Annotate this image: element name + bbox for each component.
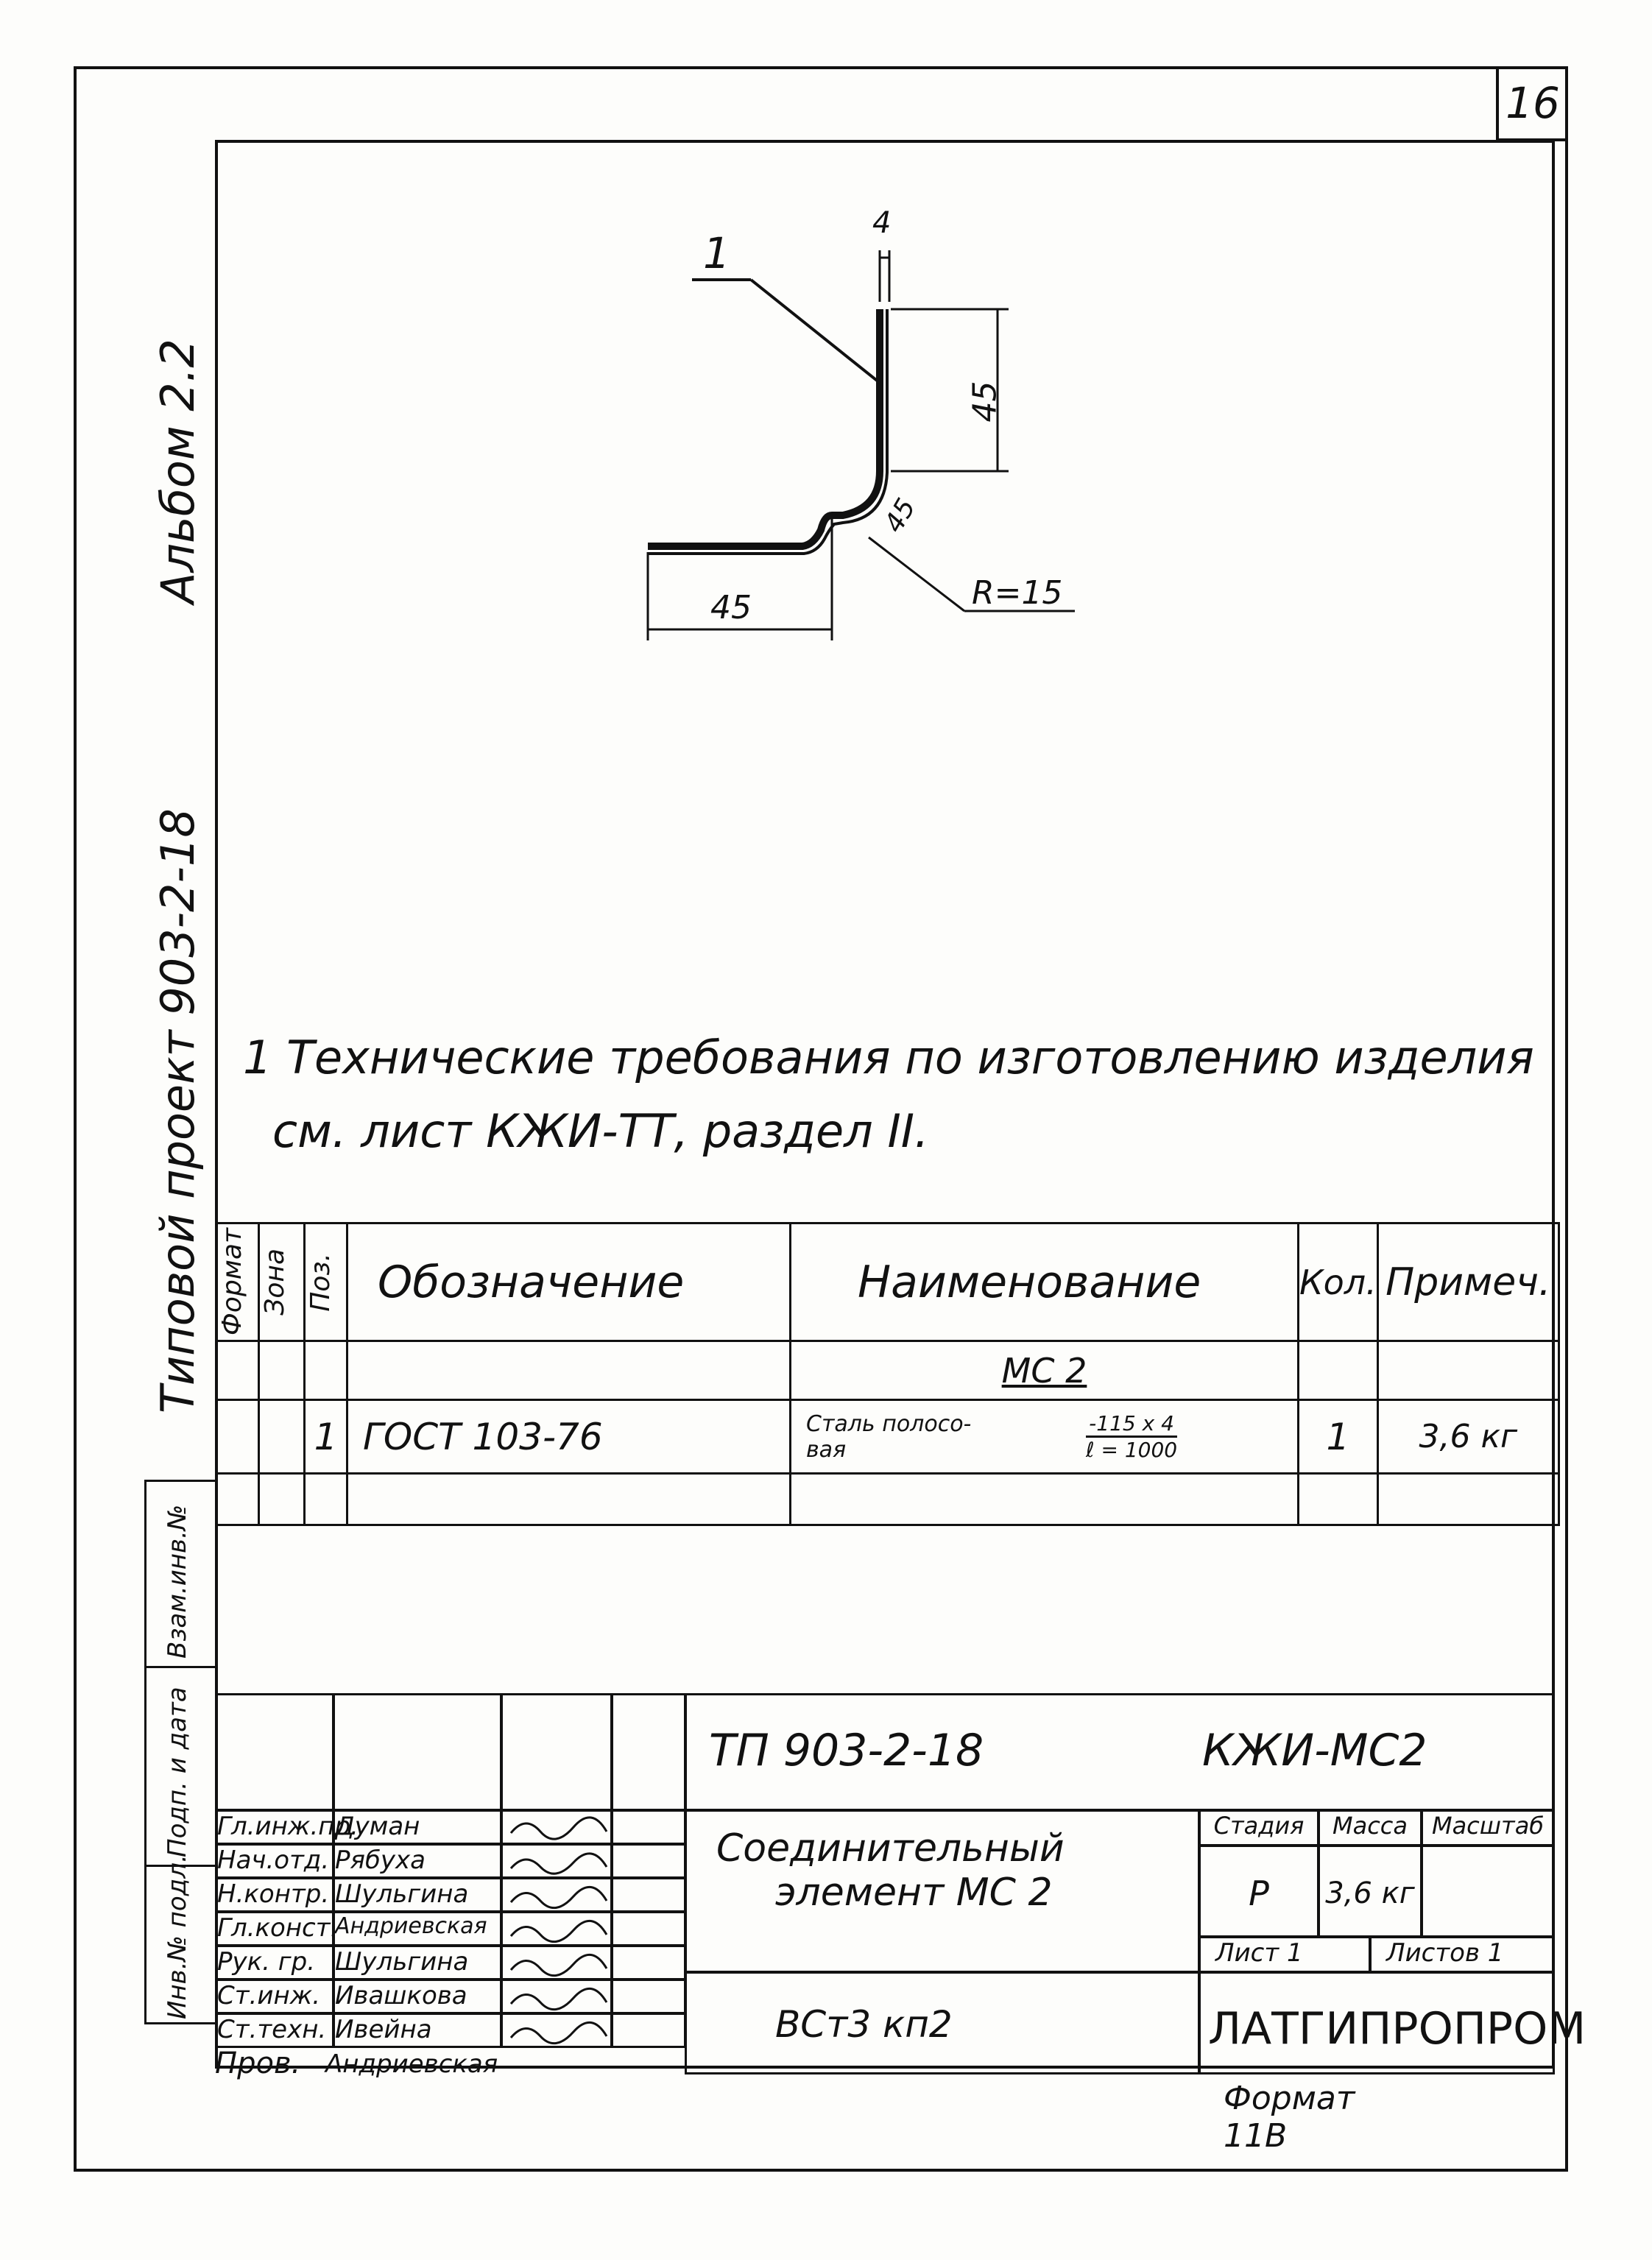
material: ВСт3 кп2 xyxy=(685,1971,1200,2074)
note-line-1: 1 Технические требования по изготовлению изделия xyxy=(243,1031,1534,1084)
project-label: Типовой проект 903-2-18 xyxy=(151,808,205,1413)
staff-name: Рябуха xyxy=(333,1843,502,1879)
dim-bend: 45 xyxy=(878,493,922,538)
staff-role: Гл.конст. xyxy=(215,1911,334,1946)
row-pos: 1 xyxy=(305,1400,347,1474)
row-note: 3,6 кг xyxy=(1377,1400,1559,1474)
stage-value: Р xyxy=(1199,1845,1319,1938)
staff-name: Андриевская xyxy=(333,1911,502,1946)
staff-name: Думан xyxy=(333,1809,502,1845)
inv-label-sign: Подп. и дата xyxy=(163,1687,192,1857)
row-qty: 1 xyxy=(1299,1400,1378,1474)
inventory-strip xyxy=(144,1480,215,2024)
header-name: Наименование xyxy=(791,1223,1299,1341)
leader-line xyxy=(751,280,880,383)
album-label: Альбом 2.2 xyxy=(151,339,205,604)
row-name-cell xyxy=(791,1400,1299,1474)
staff-role: Нач.отд. xyxy=(215,1843,334,1879)
mass-label: Масса xyxy=(1318,1809,1422,1846)
row-name: Сталь полосо- вая xyxy=(806,1410,972,1463)
sheet-number: 16 xyxy=(1496,68,1567,141)
dim-horizontal: 45 xyxy=(710,589,752,626)
staff-name: Ивейна xyxy=(333,2013,502,2048)
checked-name: Андриевская xyxy=(325,2049,498,2079)
callout-position: 1 xyxy=(703,228,730,278)
staff-name: Шульгина xyxy=(333,1945,502,1980)
inv-label-replace: Взам.инв.№ xyxy=(163,1504,192,1659)
checked-role: Пров. xyxy=(215,2047,301,2080)
organization: ЛАТГИПРОПРОМ xyxy=(1199,1971,1555,2074)
header-format: Формат xyxy=(216,1223,259,1341)
inv-label-orig: Инв.№ подл. xyxy=(163,1854,192,2019)
title-line-2: элемент МС 2 xyxy=(775,1871,1053,1915)
title-line-1: Соединительный xyxy=(716,1826,1065,1871)
stage-label: Стадия xyxy=(1199,1809,1319,1846)
header-designation: Обозначение xyxy=(347,1223,791,1341)
header-note: Примеч. xyxy=(1377,1223,1559,1341)
part-drawing xyxy=(589,206,1178,663)
header-zone: Зона xyxy=(259,1223,305,1341)
staff-role: Н.контр. xyxy=(215,1877,334,1913)
staff-role: Рук. гр. xyxy=(215,1945,334,1980)
header-qty: Кол. xyxy=(1299,1223,1378,1341)
spec-table xyxy=(215,1222,1560,1526)
doc-code: ТП 903-2-18 xyxy=(709,1725,984,1776)
staff-name: Шульгина xyxy=(333,1877,502,1913)
dim-thickness: 4 xyxy=(872,206,892,240)
sheet-label: Лист 1 xyxy=(1199,1936,1371,1973)
header-pos: Поз. xyxy=(305,1223,347,1341)
dim-vertical: 45 xyxy=(966,381,1004,423)
signatures xyxy=(504,1811,614,2047)
scale-label: Масштаб xyxy=(1421,1809,1555,1846)
mass-value: 3,6 кг xyxy=(1318,1845,1422,1938)
row-dim-bottom: ℓ = 1000 xyxy=(1086,1438,1178,1462)
radius-label: R=15 xyxy=(972,574,1063,612)
sheets-label: Листов 1 xyxy=(1369,1936,1555,1973)
group-title: МС 2 xyxy=(791,1341,1299,1400)
staff-role: Гл.инж.пр. xyxy=(215,1809,334,1845)
part-profile xyxy=(648,309,880,546)
staff-role: Ст.техн. xyxy=(215,2013,334,2048)
doc-mark: КЖИ-МС2 xyxy=(1202,1725,1427,1776)
staff-name: Ивашкова xyxy=(333,1979,502,2014)
row-dim-top: -115 x 4 xyxy=(1086,1411,1177,1438)
sheet-format: Формат 11В xyxy=(1224,2080,1355,2155)
row-designation: ГОСТ 103-76 xyxy=(347,1400,791,1474)
note-line-2: см. лист КЖИ-ТТ, раздел II. xyxy=(272,1104,929,1158)
staff-role: Ст.инж. xyxy=(215,1979,334,2014)
